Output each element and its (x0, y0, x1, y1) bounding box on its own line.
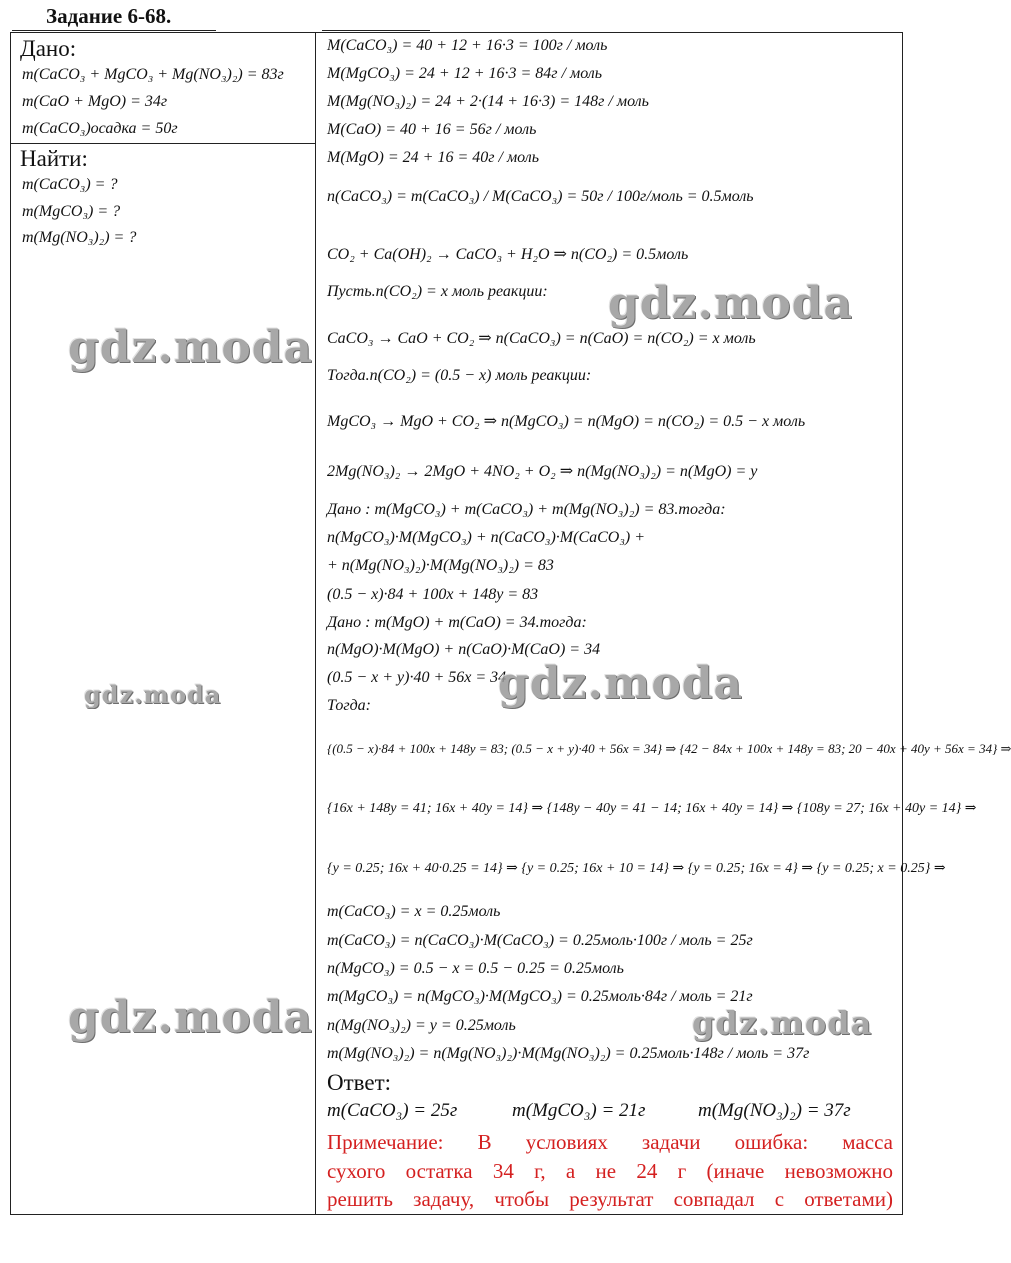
watermark: gdz.moda (692, 1004, 873, 1042)
solution-line: Дано : m(MgO) + m(CaO) = 34.тогда: (327, 614, 587, 631)
given-line: m(CaO + MgO) = 34г (22, 93, 168, 110)
solution-line: M(CaCO₃) = 40 + 12 + 16·3 = 100г / моль (327, 37, 608, 54)
solution-line: m(MgCO₃) = n(MgCO₃)·M(MgCO₃) = 0.25моль·84г / моль = 21г (327, 988, 753, 1005)
solution-line: n(MgCO₃)·M(MgCO₃) + n(CaCO₃)·M(CaCO₃) + (327, 529, 646, 546)
solution-line: M(Mg(NO₃)₂) = 24 + 2·(14 + 16·3) = 148г / моль (327, 93, 649, 110)
system-line: {16x + 148y = 41; 16x + 40y = 14} ⇒ {148y − 40y = 41 − 14; 16x + 40y = 14} ⇒ {108y = 27; 16x + 40y = 14} ⇒ (327, 801, 977, 816)
answer-item: m(CaCO₃) = 25г (327, 1100, 458, 1121)
given-heading: Дано: (20, 36, 77, 61)
solution-line: Тогда.n(CO₂) = (0.5 − x) моль реакции: (327, 367, 592, 384)
solution-line: m(CaCO₃) = n(CaCO₃)·M(CaCO₃) = 0.25моль·100г / моль = 25г (327, 932, 753, 949)
solution-line: CaCO₃ → CaO + CO₂ ⇒ n(CaCO₃) = n(CaO) = n(CO₂) = x моль (327, 330, 756, 347)
task-title: Задание 6-68. (46, 4, 172, 28)
note-line: сухого остатка 34 г, а не 24 г (иначе невозможно (327, 1159, 893, 1183)
solution-line: n(CaCO₃) = m(CaCO₃) / M(CaCO₃) = 50г / 100г/моль = 0.5моль (327, 188, 754, 205)
header-rule (322, 30, 430, 31)
solution-line: 2Mg(NO₃)₂ → 2MgO + 4NO₂ + O₂ ⇒ n(Mg(NO₃)₂) = n(MgO) = y (327, 463, 758, 480)
watermark: gdz.moda (608, 278, 854, 329)
given-line: m(CaCO₃)осадка = 50г (22, 120, 178, 137)
solution-line: n(MgCO₃) = 0.5 − x = 0.5 − 0.25 = 0.25моль (327, 960, 624, 977)
find-line: m(Mg(NO₃)₂) = ? (22, 229, 137, 246)
given-find-divider (10, 143, 316, 144)
solution-line: + n(Mg(NO₃)₂)·M(Mg(NO₃)₂) = 83 (327, 557, 554, 574)
watermark: gdz.moda (68, 992, 314, 1043)
solution-line: m(Mg(NO₃)₂) = n(Mg(NO₃)₂)·M(Mg(NO₃)₂) = 0.25моль·148г / моль = 37г (327, 1045, 810, 1062)
solution-line: M(CaO) = 40 + 16 = 56г / моль (327, 121, 537, 138)
watermark: gdz.moda (84, 680, 222, 709)
watermark: gdz.moda (498, 658, 744, 709)
answer-label: Ответ: (327, 1070, 392, 1095)
title-underline (12, 30, 216, 31)
note-line: Примечание: В условиях задачи ошибка: масса (327, 1130, 893, 1154)
solution-line: n(Mg(NO₃)₂) = y = 0.25моль (327, 1017, 516, 1034)
solution-line: Дано : m(MgCO₃) + m(CaCO₃) + m(Mg(NO₃)₂) = 83.тогда: (327, 501, 726, 518)
solution-line: m(CaCO₃) = x = 0.25моль (327, 903, 501, 920)
solution-line: M(MgCO₃) = 24 + 12 + 16·3 = 84г / моль (327, 65, 603, 82)
solution-line: n(MgO)·M(MgO) + n(CaO)·M(CaO) = 34 (327, 641, 601, 658)
solution-line: (0.5 − x + y)·40 + 56x = 34 (327, 669, 507, 686)
find-line: m(MgCO₃) = ? (22, 203, 121, 220)
solution-line: M(MgO) = 24 + 16 = 40г / моль (327, 149, 540, 166)
solution-line: Тогда: (327, 697, 371, 714)
system-line: {y = 0.25; 16x + 40·0.25 = 14} ⇒ {y = 0.25; 16x + 10 = 14} ⇒ {y = 0.25; 16x = 4} ⇒ {y = 0.25; x = 0.25} ⇒ (327, 861, 946, 876)
solution-line: MgCO₃ → MgO + CO₂ ⇒ n(MgCO₃) = n(MgO) = n(CO₂) = 0.5 − x моль (327, 413, 806, 430)
column-divider (315, 32, 316, 1215)
watermark: gdz.moda (68, 322, 314, 373)
answer-item: m(MgCO₃) = 21г (512, 1100, 646, 1121)
answer-item: m(Mg(NO₃)₂) = 37г (698, 1100, 851, 1121)
find-heading: Найти: (20, 146, 88, 171)
solution-line: (0.5 − x)·84 + 100x + 148y = 83 (327, 586, 539, 603)
given-line: m(CaCO₃ + MgCO₃ + Mg(NO₃)₂) = 83г (22, 66, 284, 83)
system-line: {(0.5 − x)·84 + 100x + 148y = 83; (0.5 − x + y)·40 + 56x = 34} ⇒ {42 − 84x + 100x + 148y = 83; 20 − 40x + 40y + 56x = 34} ⇒ (327, 741, 1011, 756)
find-line: m(CaCO₃) = ? (22, 176, 118, 193)
note-line: решить задачу, чтобы результат совпадал с ответами) (327, 1187, 893, 1211)
solution-line: Пусть.n(CO₂) = x моль реакции: (327, 283, 548, 300)
solution-line: CO₂ + Ca(OH)₂ → CaCO₃ + H₂O ⇒ n(CO₂) = 0.5моль (327, 246, 689, 263)
